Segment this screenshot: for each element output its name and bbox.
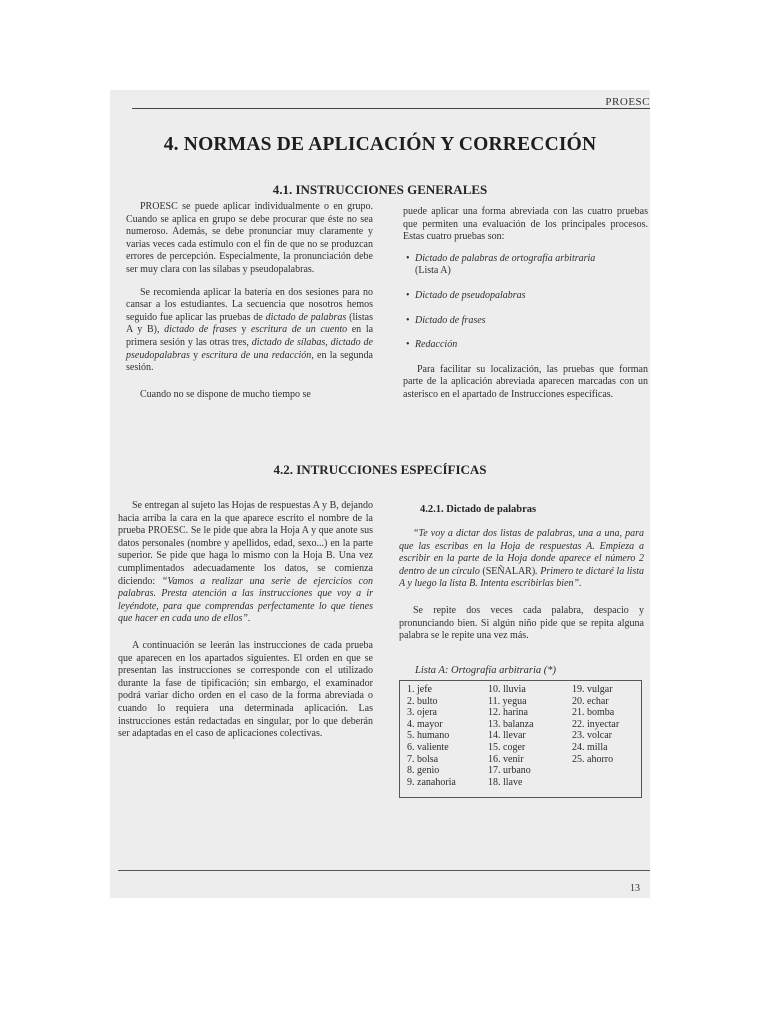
- word-item: 25. ahorro: [572, 753, 614, 765]
- word-item: 11. yegua: [488, 695, 527, 707]
- word-item: 1. jefe: [407, 684, 432, 695]
- subsection-heading: 4.2.1. Dictado de palabras: [420, 504, 537, 515]
- section-heading-general: 4.1. INSTRUCCIONES GENERALES: [272, 182, 488, 197]
- word-item: 4. mayor: [407, 718, 443, 730]
- word-item: 3. ojera: [407, 707, 437, 719]
- header-rule: [132, 108, 650, 109]
- word-item: 24. milla: [572, 741, 608, 753]
- word-item: 12. harina: [488, 707, 528, 719]
- footer-rule: [118, 870, 650, 871]
- word-item: 14. llevar: [488, 730, 526, 742]
- word-item: 9. zanahoria: [407, 776, 456, 788]
- running-head: PROESC: [605, 96, 650, 108]
- paragraph: “Te voy a dictar dos listas de palabras, una a una, para que las escribas en la Hoja de respuestas A. Empieza a escribir en la parte de la Hoja donde aparece el número 2 dentro de un círculo (SEÑALAR). Primero te dictaré la lista A y luego la lista B. Intenta escribirlas bien”.: [399, 528, 644, 590]
- list-item: • Redacción: [415, 339, 648, 352]
- specific-left-column: [118, 500, 373, 741]
- word-item: 8. genio: [407, 765, 440, 777]
- word-item: 22. inyectar: [572, 718, 620, 730]
- paragraph: puede aplicar una forma abreviada con las cuatro pruebas que permiten una evaluación de los principales procesos. Estas cuatro pruebas son:: [403, 206, 648, 243]
- abbreviated-tests-list: [403, 253, 648, 352]
- word-item: 18. llave: [488, 776, 523, 788]
- section-heading-specific: 4.2. INTRUCCIONES ESPECÍFICAS: [273, 462, 487, 477]
- paragraph: Se recomienda aplicar la batería en dos sesiones para no cansar a los estudiantes. La secuencia que nosotros hemos seguido fue aplicar las pruebas de dictado de palabras (listas A y B), dictado de frases y escritura de un cuento en la primera sesión y las otras tres, dictado de sílabas, dictado de pseudopalabras y escritura de una redacción, en la segunda sesión.: [126, 286, 374, 374]
- general-left-column: [126, 201, 373, 401]
- paragraph: Para facilitar su localización, las pruebas que forman parte de la aplicación abreviada aparecen marcadas con un asterisco en el apartado de Instrucciones específicas.: [403, 363, 648, 400]
- word-item: 15. coger: [488, 741, 526, 753]
- chapter-title: 4. NORMAS DE APLICACIÓN Y CORRECCIÓN: [163, 134, 597, 155]
- list-item: • Dictado de palabras de ortografía arbitraria (Lista A): [415, 253, 648, 278]
- word-item: 23. volcar: [572, 730, 612, 742]
- word-item: 10. lluvia: [488, 684, 526, 695]
- word-item: 16. venir: [488, 753, 524, 765]
- page-number: 13: [630, 883, 640, 894]
- word-item: 17. urbano: [488, 765, 531, 777]
- word-column: [488, 684, 534, 788]
- paragraph: A continuación se leerán las instrucciones de cada prueba que aparecen en los apartados siguientes. El orden en que se presentan las instrucciones se corresponde con el utilizado durante la fase de tipificación; sin embargo, el examinador podrá variar dicho orden en el caso de la forma abreviada o cuando lo requiera una determinada aplicación. Las instrucciones están redactadas en singular, por lo que deberán ser adaptadas en el caso de aplicaciones colectivas.: [118, 639, 373, 740]
- word-item: 6. valiente: [407, 741, 449, 753]
- word-item: 19. vulgar: [572, 684, 613, 695]
- paragraph: Se entregan al sujeto las Hojas de respuestas A y B, dejando hacia arriba la cara en la que aparece escrito el nombre de la prueba PROESC. Se le pide que abra la Hoja A y que anote sus datos personales (nombre y apellidos, edad, sexo...) en la parte superior. Se pide que haga lo mismo con la Hoja B. Una vez cumplimentados adecuadamente los datos, se comienza diciendo: “Vamos a realizar una serie de ejercicios con palabras. Presta atención a las instrucciones que voy a ir leyéndote, para que comprendas perfectamente lo que tienes que hacer en cada uno de ellos”.: [118, 500, 373, 625]
- general-right-column: [403, 206, 648, 402]
- word-list-table: [399, 680, 642, 798]
- word-item: 7. bolsa: [407, 753, 439, 765]
- list-item: • Dictado de frases: [415, 315, 648, 328]
- word-item: 13. balanza: [488, 718, 534, 730]
- word-item: 21. bomba: [572, 707, 615, 719]
- word-item: 5. humano: [407, 730, 450, 742]
- paragraph: Se repite dos veces cada palabra, despacio y pronunciando bien. Si algún niño pide que se repita alguna palabra se le repite una vez más.: [399, 604, 644, 642]
- specific-right-column: [399, 528, 644, 643]
- word-column: [572, 684, 619, 765]
- paragraph: PROESC se puede aplicar individualmente o en grupo. Cuando se aplica en grupo se debe procurar que éste no sea numeroso. Además, se debe pronunciar muy claramente y varias veces cada estímulo con el fin de que no se produzcan errores de percepción. Especialmente, la pronunciación debe ser muy clara con las sílabas y pseudopalabras.: [126, 201, 373, 275]
- word-item: 2. bulto: [407, 695, 438, 707]
- word-item: 20. echar: [572, 695, 609, 707]
- list-caption: Lista A: Ortografía arbitraria (*): [415, 665, 556, 676]
- document-page: [110, 90, 650, 898]
- paragraph: Cuando no se dispone de mucho tiempo se: [140, 388, 311, 400]
- list-item: • Dictado de pseudopalabras: [415, 290, 648, 303]
- word-column: [407, 684, 456, 788]
